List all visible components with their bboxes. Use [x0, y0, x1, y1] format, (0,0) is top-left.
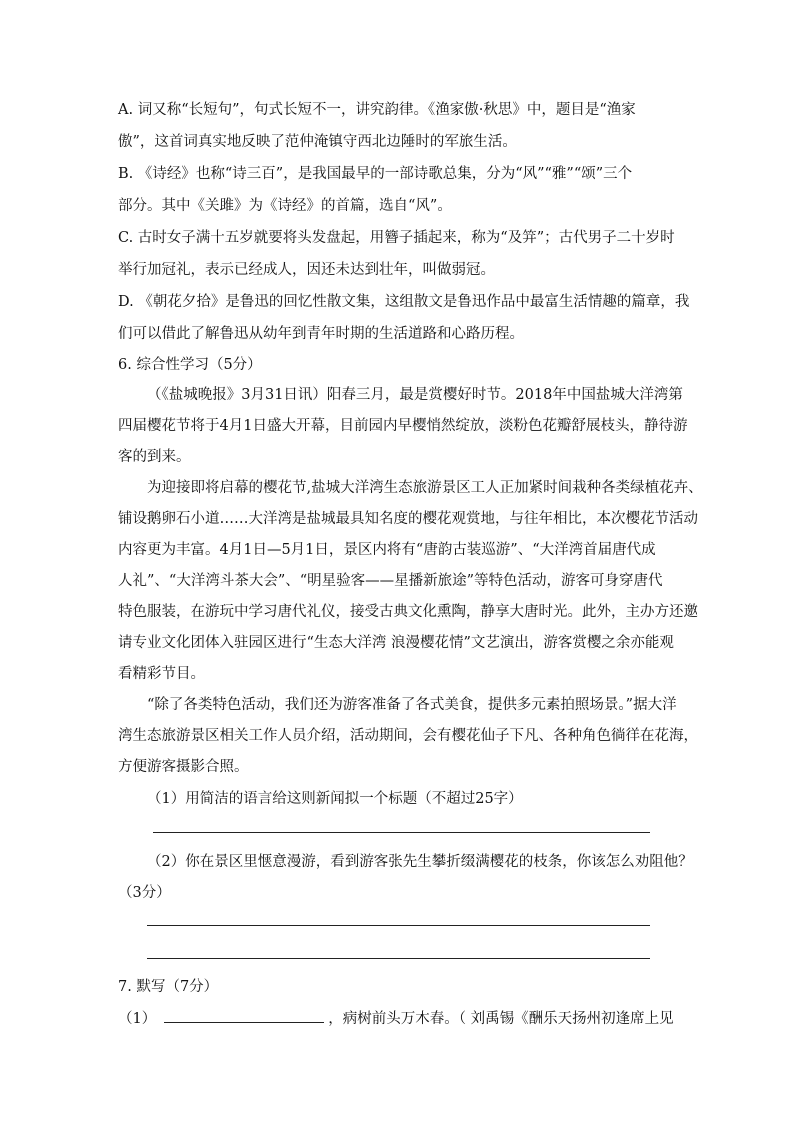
- dictation-blank-1[interactable]: [164, 1010, 324, 1023]
- news-paragraph-2-line-4: 人礼”、“大洋湾斗茶大会”、“明星验客——星播新旅途”等特色活动，游客可身穿唐代: [118, 573, 663, 589]
- news-paragraph-3-line-3: 方便游客摄影合照。: [118, 759, 249, 775]
- option-c-line-1: C. 古时女子满十五岁就要将头发盘起，用簪子插起来，称为“及笄”；古代男子二十岁时: [118, 230, 675, 246]
- dictation-item-1-text: ，病树前头万木春。（ 刘禹锡《酬乐天扬州初逢席上见: [328, 1011, 674, 1027]
- news-paragraph-1-line-3: 客的到来。: [118, 449, 191, 465]
- dictation-item-1-number: （1）: [118, 1011, 157, 1027]
- answer-blank-1[interactable]: [153, 832, 650, 833]
- dictation-item-1: [118, 1009, 674, 1029]
- option-b-line-1: B. 《诗经》也称“诗三百”，是我国最早的一部诗歌总集，分为“风”“雅”“颂”三个: [118, 166, 633, 182]
- answer-blank-2b[interactable]: [147, 958, 650, 959]
- option-d-line-1: D. 《朝花夕拾》是鲁迅的回忆性散文集，这组散文是鲁迅作品中最富生活情趣的篇章，我: [118, 294, 690, 310]
- news-paragraph-2-line-7: 看精彩节目。: [118, 666, 205, 682]
- news-paragraph-3-line-1: “除了各类特色活动，我们还为游客准备了各式美食，提供多元素拍照场景。”据大洋: [147, 697, 677, 713]
- answer-blank-2a[interactable]: [147, 925, 650, 926]
- news-paragraph-2-line-1: 为迎接即将启幕的樱花节,盐城大洋湾生态旅游景区工人正加紧时间栽种各类绿植花卉、: [147, 480, 703, 496]
- question-6-heading: 6. 综合性学习（5分）: [118, 357, 262, 373]
- news-paragraph-1-line-1: （《盐城晚报》3月31日讯）阳春三月，最是赏樱好时节。2018年中国盐城大洋湾第: [147, 387, 683, 403]
- news-paragraph-2-line-2: 铺设鹅卵石小道……大洋湾是盐城最具知名度的樱花观赏地，与往年相比，本次樱花节活动: [118, 511, 698, 527]
- sub-question-2-line-2: （3分）: [118, 885, 171, 901]
- news-paragraph-2-line-6: 请专业文化团体入驻园区进行“生态大洋湾 浪漫樱花情”文艺演出，游客赏樱之余亦能观: [118, 635, 674, 651]
- option-b-line-2: 部分。其中《关雎》为《诗经》的首篇，选自“风”。: [118, 198, 452, 214]
- news-paragraph-1-line-2: 四届樱花节将于4月1日盛大开幕，目前园内早樱悄然绽放，淡粉色花瓣舒展枝头，静待游: [118, 418, 688, 434]
- sub-question-1: （1）用简洁的语言给这则新闻拟一个标题（不超过25字）: [147, 791, 523, 807]
- news-paragraph-2-line-5: 特色服装，在游玩中学习唐代礼仪，接受古典文化熏陶，静享大唐时光。此外，主办方还邀: [118, 604, 698, 620]
- option-d-line-2: 们可以借此了解鲁迅从幼年到青年时期的生活道路和心路历程。: [118, 326, 524, 342]
- news-paragraph-3-line-2: 湾生态旅游景区相关工作人员介绍，活动期间，会有樱花仙子下凡、各种角色徜徉在花海，: [118, 728, 698, 744]
- option-a-line-1: A. 词又称“长短句”，句式长短不一，讲究韵律。《渔家傲·秋思》中，题目是“渔家: [118, 102, 636, 118]
- news-paragraph-2-line-3: 内容更为丰富。4月1日—5月1日，景区内将有“唐韵古装巡游”、“大洋湾首届唐代成: [118, 542, 656, 558]
- option-c-line-2: 举行加冠礼，表示已经成人，因还未达到壮年，叫做弱冠。: [118, 262, 495, 278]
- question-7-heading: 7. 默写（7分）: [118, 979, 219, 995]
- sub-question-2-line-1: （2）你在景区里惬意漫游，看到游客张先生攀折缀满樱花的枝条，你该怎么劝阻他？: [147, 854, 693, 870]
- option-a-line-2: 傲”，这首词真实地反映了范仲淹镇守西北边陲时的军旅生活。: [118, 134, 517, 150]
